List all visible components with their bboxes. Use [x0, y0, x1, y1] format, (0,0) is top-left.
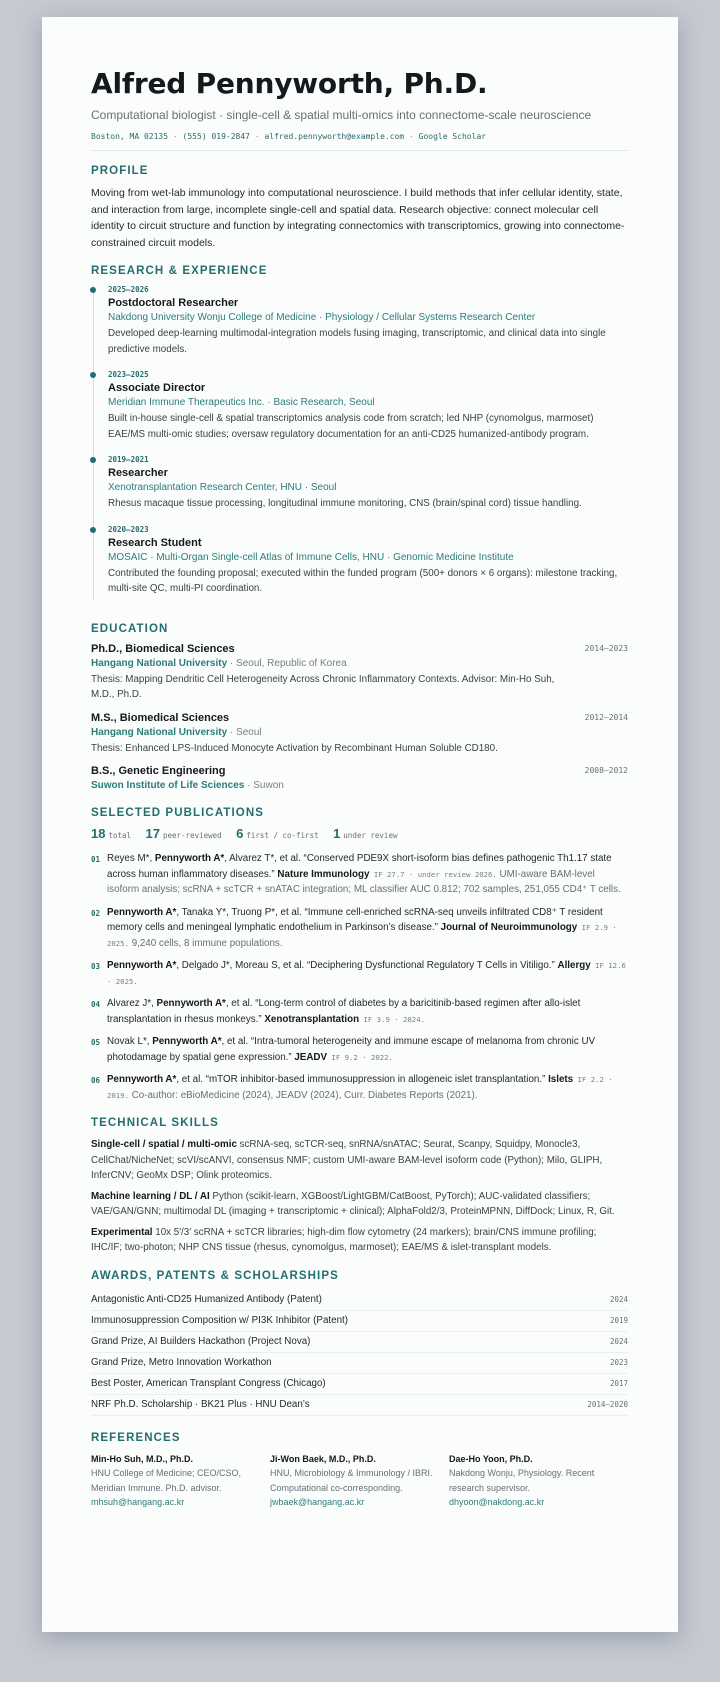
experience-desc: Rhesus macaque tissue processing, longitudinal immune monitoring, CNS (brain/spinal cord) tissue handling. — [108, 498, 582, 509]
pub-title: , et al. “Long-term control of diabetes by a baricitinib-based regimen after allo-islet transplantation in rhesus monkeys.” — [107, 998, 581, 1025]
award-row — [91, 1290, 628, 1311]
stat-total-label: total — [108, 831, 132, 840]
school-location: · Seoul — [227, 726, 262, 738]
experience-org: MOSAIC · Multi-Organ Single-cell Atlas of Immune Cells, HNU · Genomic Medicine Institute — [108, 551, 514, 563]
stat-peer-count: 17 — [145, 826, 160, 841]
publication-number: 02 — [91, 908, 101, 918]
reference-name: Min-Ho Suh, M.D., Ph.D. — [91, 1453, 193, 1464]
reference-email-link[interactable]: mhsuh@hangang.ac.kr — [91, 1497, 185, 1507]
school-location: · Suwon — [244, 780, 284, 791]
education-item — [91, 712, 628, 757]
school-name: Hangang National University — [91, 657, 228, 669]
publication-item — [91, 851, 628, 898]
pub-meta: IF 9.2 · 2022. — [327, 1052, 393, 1062]
pub-self-author: Pennyworth A* — [107, 906, 177, 918]
publication-item — [91, 905, 628, 952]
stat-first-count: 6 — [236, 826, 244, 841]
award-row — [91, 1395, 628, 1416]
stat-peer-label: peer-reviewed — [162, 831, 222, 840]
skill-text: Python (scikit-learn, XGBoost/LightGBM/CatBoost, PyTorch); AUC-validated classifiers; VAE/GAN/GNN; multimodal DL (imaging + transcriptomic + clinical); AlphaFold2/3, ProteinMPNN, DiffDock; Linux, R, Git. — [91, 1190, 615, 1217]
pub-title: , Tanaka Y*, Truong P*, et al. “Immune cell-enriched scRNA-seq unveils infiltrated CD8⁺ T resident memory cells and meningeal lymphatic endothelium in Parkinson’s disease.” — [107, 906, 603, 933]
award-row — [91, 1332, 628, 1353]
experience-role: Researcher — [108, 467, 168, 479]
experience-org: Nakdong University Wonju College of Medicine · Physiology / Cellular Systems Research Center — [108, 312, 536, 323]
award-title: NRF Ph.D. Scholarship · BK21 Plus · HNU Dean’s — [91, 1398, 310, 1410]
contact-email-link[interactable]: alfred.pennyworth@example.com — [264, 132, 405, 141]
pub-title: , Delgado J*, Moreau S, et al. “Deciphering Dysfunctional Regulatory T Cells in Vitiligo.” — [176, 960, 558, 971]
award-title: Immunosuppression Composition w/ PI3K Inhibitor (Patent) — [91, 1314, 349, 1326]
section-heading-skills: TECHNICAL SKILLS — [91, 1117, 219, 1129]
skill-text: 10x 5′/3′ scRNA + scTCR libraries; high-dim flow cytometry (24 markers); brain/CNS immune profiling; IHC/IF; two-photon; NHP CNS tissue (rhesus, cynomolgus, marmoset); EAE/MS & islet-transplant models. — [91, 1226, 597, 1253]
award-row — [91, 1374, 628, 1395]
publication-stats — [91, 825, 628, 843]
timeline-dot-icon — [90, 457, 96, 463]
publication-number: 05 — [91, 1038, 101, 1047]
experience-item — [108, 370, 628, 442]
name-heading: Alfred Pennyworth, Ph.D. — [91, 67, 488, 100]
experience-org: Xenotransplantation Research Center, HNU · Seoul — [108, 482, 337, 493]
publication-number: 01 — [91, 855, 101, 864]
reference-name: Ji-Won Baek, M.D., Ph.D. — [270, 1453, 376, 1464]
publication-number: 04 — [91, 1000, 101, 1009]
reference-affiliation: HNU, Microbiology & Immunology / IBRI. Computational co-corresponding. — [270, 1468, 433, 1493]
pub-title: , et al. “Intra-tumoral heterogeneity and immune escape of melanoma from chronic UV photodamage by spatial gene expression.” — [107, 1036, 596, 1063]
publication-item — [91, 996, 628, 1027]
education-date: 2012–2014 — [584, 712, 628, 722]
pub-journal: Islets — [548, 1074, 574, 1085]
pub-journal: Nature Immunology — [277, 868, 370, 880]
profile-text: Moving from wet-lab immunology into computational neuroscience. I build methods that infer cellular identity, state, and interaction from large, incomplete single-cell and spatial data. Research objective: connect molecular cell identity to circuit structure and function by integrating connectomics with transcriptomics, growing into connectome-constrained circuit models. — [91, 187, 625, 249]
pub-meta: IF 2.9 · 2025. — [107, 923, 617, 948]
subtitle: Computational biologist · single-cell & spatial multi-omics into connectome-scale neuroscience — [91, 108, 592, 122]
pub-note: Co-author: eBioMedicine (2024), JEADV (2024), Curr. Diabetes Reports (2021). — [128, 1089, 478, 1101]
publication-item — [91, 958, 628, 989]
stat-review-count: 1 — [333, 826, 341, 841]
section-heading-publications: SELECTED PUBLICATIONS — [91, 807, 265, 819]
section-heading-profile: PROFILE — [91, 165, 149, 177]
separator: · — [172, 132, 178, 141]
experience-item — [108, 285, 628, 357]
pub-self-author: Pennyworth A* — [152, 1036, 222, 1047]
pub-self-author: Pennyworth A* — [107, 960, 177, 971]
pub-authors-pre: Reyes M*, — [107, 853, 155, 864]
award-title: Grand Prize, AI Builders Hackathon (Project Nova) — [91, 1335, 311, 1347]
timeline-dot-icon — [90, 372, 96, 378]
school-location: · Seoul, Republic of Korea — [227, 657, 347, 669]
publication-number: 03 — [91, 962, 101, 971]
pub-note: 9,240 cells, 8 immune populations. — [128, 937, 283, 949]
contact-line — [91, 132, 628, 151]
award-year: 2017 — [609, 1378, 628, 1388]
experience-date: 2019–2021 — [108, 455, 149, 464]
experience-timeline — [93, 285, 628, 601]
reference-email-link[interactable]: dhyoon@nakdong.ac.kr — [449, 1497, 545, 1507]
experience-org: Meridian Immune Therapeutics Inc. · Basic Research, Seoul — [108, 397, 375, 408]
award-title: Best Poster, American Transplant Congress (Chicago) — [91, 1377, 326, 1389]
education-school — [91, 780, 628, 791]
pub-title: , Alvarez T*, et al. “Conserved PDE9X short-isoform bias defines pathogenic Th1.17 state across human inflammatory diseases.” — [107, 853, 612, 880]
reference-card — [449, 1452, 628, 1510]
reference-email-link[interactable]: jwbaek@hangang.ac.kr — [270, 1497, 365, 1507]
reference-card — [270, 1452, 449, 1510]
reference-affiliation: Nakdong Wonju, Physiology. Recent research supervisor. — [449, 1468, 595, 1493]
education-date: 2014–2023 — [584, 643, 628, 653]
pub-journal: JEADV — [294, 1051, 328, 1063]
experience-role: Research Student — [108, 536, 202, 549]
pub-self-author: Pennyworth A* — [154, 853, 225, 864]
pub-meta: IF 27.7 · under review 2026. — [369, 869, 497, 879]
experience-item — [108, 525, 628, 601]
references-row — [91, 1452, 628, 1510]
experience-item — [108, 455, 628, 512]
publication-item — [91, 1072, 628, 1103]
experience-date: 2020–2023 — [108, 524, 149, 534]
stat-review-label: under review — [343, 831, 398, 840]
pub-self-author: Pennyworth A* — [156, 998, 226, 1009]
education-thesis: Thesis: Enhanced LPS-Induced Monocyte Activation by Recombinant Human Soluble CD180. — [91, 742, 498, 754]
award-year: 2023 — [609, 1357, 628, 1367]
education-degree: M.S., Biomedical Sciences — [91, 711, 230, 724]
skill-group — [91, 1189, 628, 1220]
education-school — [91, 727, 628, 738]
skill-text: scRNA-seq, scTCR-seq, snRNA/snATAC; Seurat, Scanpy, Squidpy, Monocle3, CellChat/NicheNet; scVI/scANVI, consensus NMF; custom UMI-aware BAM-level isoform code (Python); Milo, GLIPH, InferCNV; GeoMx DSP; Olink proteomics. — [91, 1139, 603, 1181]
stat-first-label: first / co-first — [246, 831, 319, 840]
skill-label: Machine learning / DL / AI — [91, 1190, 210, 1202]
experience-desc: Developed deep-learning multimodal-integration models fusing imaging, transcriptomic, and clinical data into single predictive models. — [108, 328, 606, 355]
google-scholar-link[interactable]: Google Scholar — [418, 132, 487, 141]
pub-meta: IF 3.9 · 2024. — [359, 1014, 425, 1024]
timeline-dot-icon — [90, 527, 96, 533]
pub-meta: IF 12.6 · 2025. — [107, 961, 626, 986]
section-heading-awards: AWARDS, PATENTS & SCHOLARSHIPS — [91, 1269, 339, 1282]
pub-journal: Allergy — [557, 960, 591, 971]
award-title: Grand Prize, Metro Innovation Workathon — [91, 1356, 272, 1368]
experience-desc: Contributed the founding proposal; executed within the funded program (500+ donors × 6 organs): milestone tracking, multi-site QC, multi-PI coordination. — [108, 567, 618, 594]
award-year: 2024 — [609, 1294, 628, 1304]
award-row — [91, 1353, 628, 1374]
education-thesis: Thesis: Mapping Dendritic Cell Heterogeneity Across Chronic Inflammatory Contexts. Advisor: Min-Ho Suh, M.D., Ph.D. — [91, 673, 555, 700]
section-heading-references: REFERENCES — [91, 1431, 181, 1444]
pub-self-author: Pennyworth A* — [107, 1074, 177, 1085]
award-row — [91, 1311, 628, 1332]
education-degree: B.S., Genetic Engineering — [91, 765, 226, 777]
pub-authors-pre: Novak L*, — [107, 1036, 153, 1047]
pub-title: , et al. “mTOR inhibitor-based immunosuppression in allogeneic islet transplantation.” — [176, 1074, 549, 1085]
experience-desc: Built in-house single-cell & spatial transcriptomics analysis code from scratch; led NHP (cynomolgus, marmoset) EAE/MS multi-omic studies; oversaw regulatory documentation for an anti-CD25 humanized-antibody program. — [108, 413, 594, 440]
experience-role: Associate Director — [108, 382, 206, 394]
award-year: 2014–2020 — [587, 1399, 628, 1409]
education-school — [91, 658, 628, 669]
separator: · — [408, 132, 414, 141]
timeline-dot-icon — [90, 287, 96, 293]
reference-affiliation: HNU College of Medicine; CEO/CSO, Meridian Immune. Ph.D. advisor. — [91, 1468, 242, 1493]
skill-label: Experimental — [91, 1226, 153, 1238]
education-item — [91, 643, 628, 703]
resume-page — [42, 17, 678, 1632]
separator: · — [254, 132, 260, 141]
pub-meta: IF 2.2 · 2019. — [107, 1075, 613, 1100]
skill-group — [91, 1225, 628, 1256]
contact-phone: (555) 019-2847 — [182, 132, 250, 141]
pub-note: UMI-aware BAM-level isoform analysis; scRNA + scTCR + snATAC integration; ML classifier AUC 0.812; 702 samples, 251,055 CD4⁺ T cells. — [107, 868, 621, 895]
award-year: 2019 — [609, 1315, 628, 1325]
education-item — [91, 765, 628, 791]
experience-role: Postdoctoral Researcher — [108, 297, 239, 309]
reference-card — [91, 1452, 270, 1510]
section-heading-experience: RESEARCH & EXPERIENCE — [91, 265, 268, 277]
stat-total-count: 18 — [91, 826, 106, 841]
pub-journal: Xenotransplantation — [264, 1013, 360, 1025]
experience-date: 2025–2026 — [108, 285, 149, 294]
school-name: Suwon Institute of Life Sciences — [91, 780, 245, 791]
skill-group — [91, 1137, 628, 1184]
reference-name: Dae-Ho Yoon, Ph.D. — [449, 1453, 533, 1464]
section-heading-education: EDUCATION — [91, 622, 169, 635]
education-date: 2008–2012 — [584, 766, 628, 775]
award-title: Antagonistic Anti-CD25 Humanized Antibody (Patent) — [91, 1293, 322, 1305]
skill-label: Single-cell / spatial / multi-omic — [91, 1139, 237, 1150]
pub-authors-pre: Alvarez J*, — [107, 998, 157, 1009]
publication-item — [91, 1034, 628, 1065]
award-year: 2024 — [609, 1336, 628, 1346]
pub-journal: Journal of Neuroimmunology — [440, 922, 578, 933]
contact-address: Boston, MA 02135 — [91, 132, 169, 141]
education-degree: Ph.D., Biomedical Sciences — [91, 642, 235, 655]
school-name: Hangang National University — [91, 726, 228, 738]
experience-date: 2023–2025 — [108, 370, 149, 379]
publication-number: 06 — [91, 1076, 101, 1085]
